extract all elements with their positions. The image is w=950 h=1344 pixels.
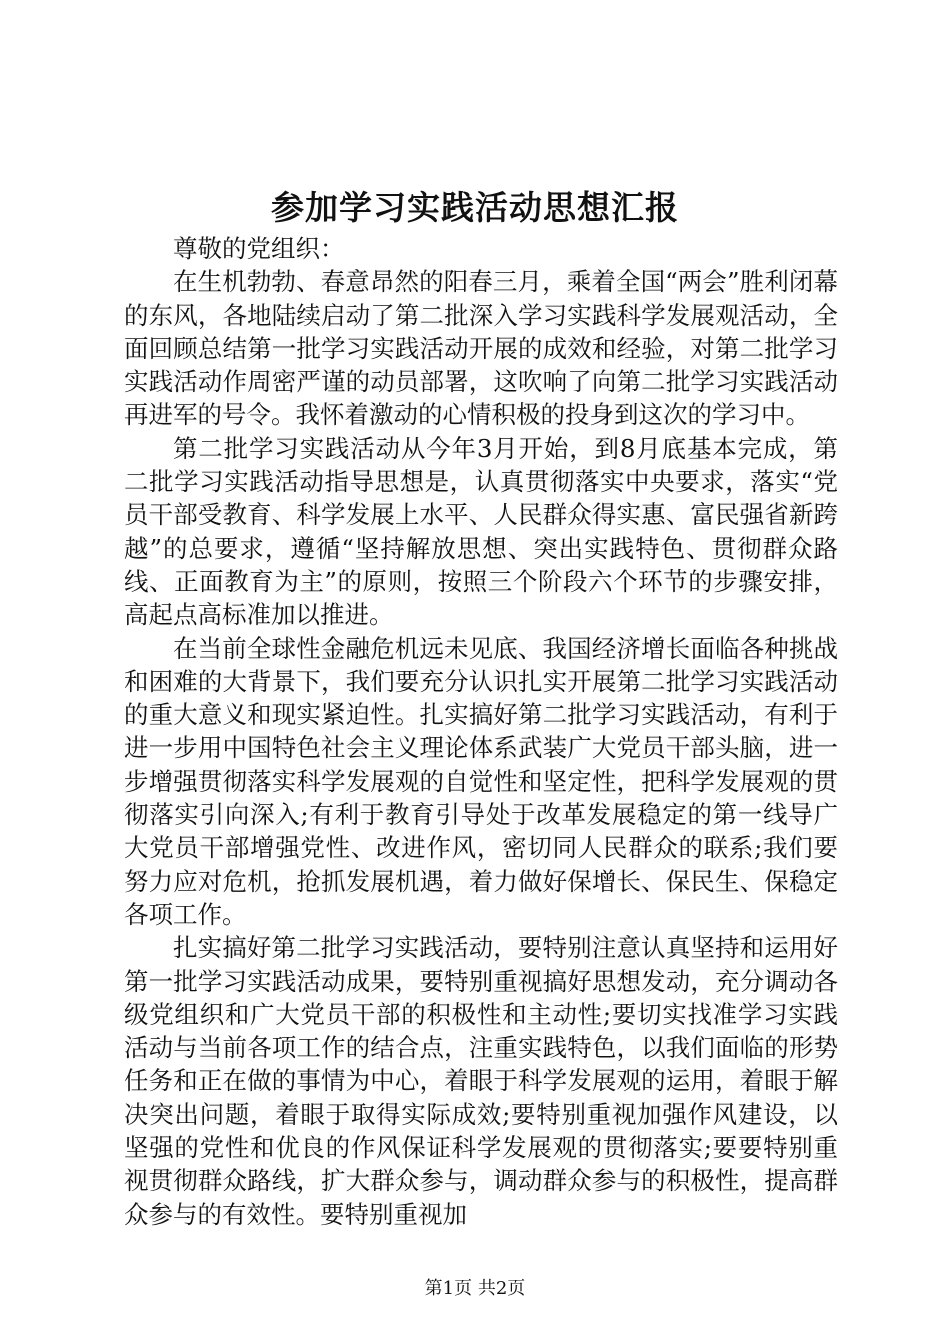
paragraph-2: 第二批学习实践活动从今年3月开始，到8月底基本完成，第二批学习实践活动指导思想是，认真贯彻落实中央要求，落实“党员干部受教育、科学发展上水平、人民群众得实惠、富民强省新跨越”的总要求，遵循“坚持解放思想、突出实践特色、贯彻群众路线、正面教育为主”的原则，按照三个阶段六个环节的步骤安排，高起点高标准加以推进。 xyxy=(124,433,838,630)
paragraph-1: 在生机勃勃、春意昂然的阳春三月，乘着全国“两会”胜利闭幕的东风，各地陆续启动了第二批深入学习实践科学发展观活动，全面回顾总结第一批学习实践活动开展的成效和经验，对第二批学习实践活动作周密严谨的动员部署，这吹响了向第二批学习实践活动再进军的号令。我怀着激动的心情积极的投身到这次的学习中。 xyxy=(124,267,838,430)
salutation: 尊敬的党组织： xyxy=(173,234,345,263)
document-title: 参加学习实践活动思想汇报 xyxy=(271,188,679,227)
paragraph-3: 在当前全球性金融危机远未见底、我国经济增长面临各种挑战和困难的大背景下，我们要充分认识扎实开展第二批学习实践活动的重大意义和现实紧迫性。扎实搞好第二批学习实践活动，有利于进一步用中国特色社会主义理论体系武装广大党员干部头脑，进一步增强贯彻落实科学发展观的自觉性和坚定性，把科学发展观的贯彻落实引向深入;有利于教育引导处于改革发展稳定的第一线导广大党员干部增强党性、改进作风，密切同人民群众的联系;我们要努力应对危机，抢抓发展机遇，着力做好保增长、保民生、保稳定各项工作。 xyxy=(124,633,838,929)
paragraph-4: 扎实搞好第二批学习实践活动，要特别注意认真坚持和运用好第一批学习实践活动成果，要特别重视搞好思想发动，充分调动各级党组织和广大党员干部的积极性和主动性;要切实找准学习实践活动与当前各项工作的结合点，注重实践特色，以我们面临的形势任务和正在做的事情为中心，着眼于科学发展观的运用，着眼于解决突出问题，着眼于取得实际成效;要特别重视加强作风建设，以坚强的党性和优良的作风保证科学发展观的贯彻落实;要要特别重视贯彻群众路线，扩大群众参与，调动群众参与的积极性，提高群众参与的有效性。要特别重视加 xyxy=(124,933,838,1229)
page-number: 第1页 共2页 xyxy=(424,1278,526,1299)
document-body xyxy=(124,232,838,1231)
page-footer xyxy=(0,1276,950,1302)
